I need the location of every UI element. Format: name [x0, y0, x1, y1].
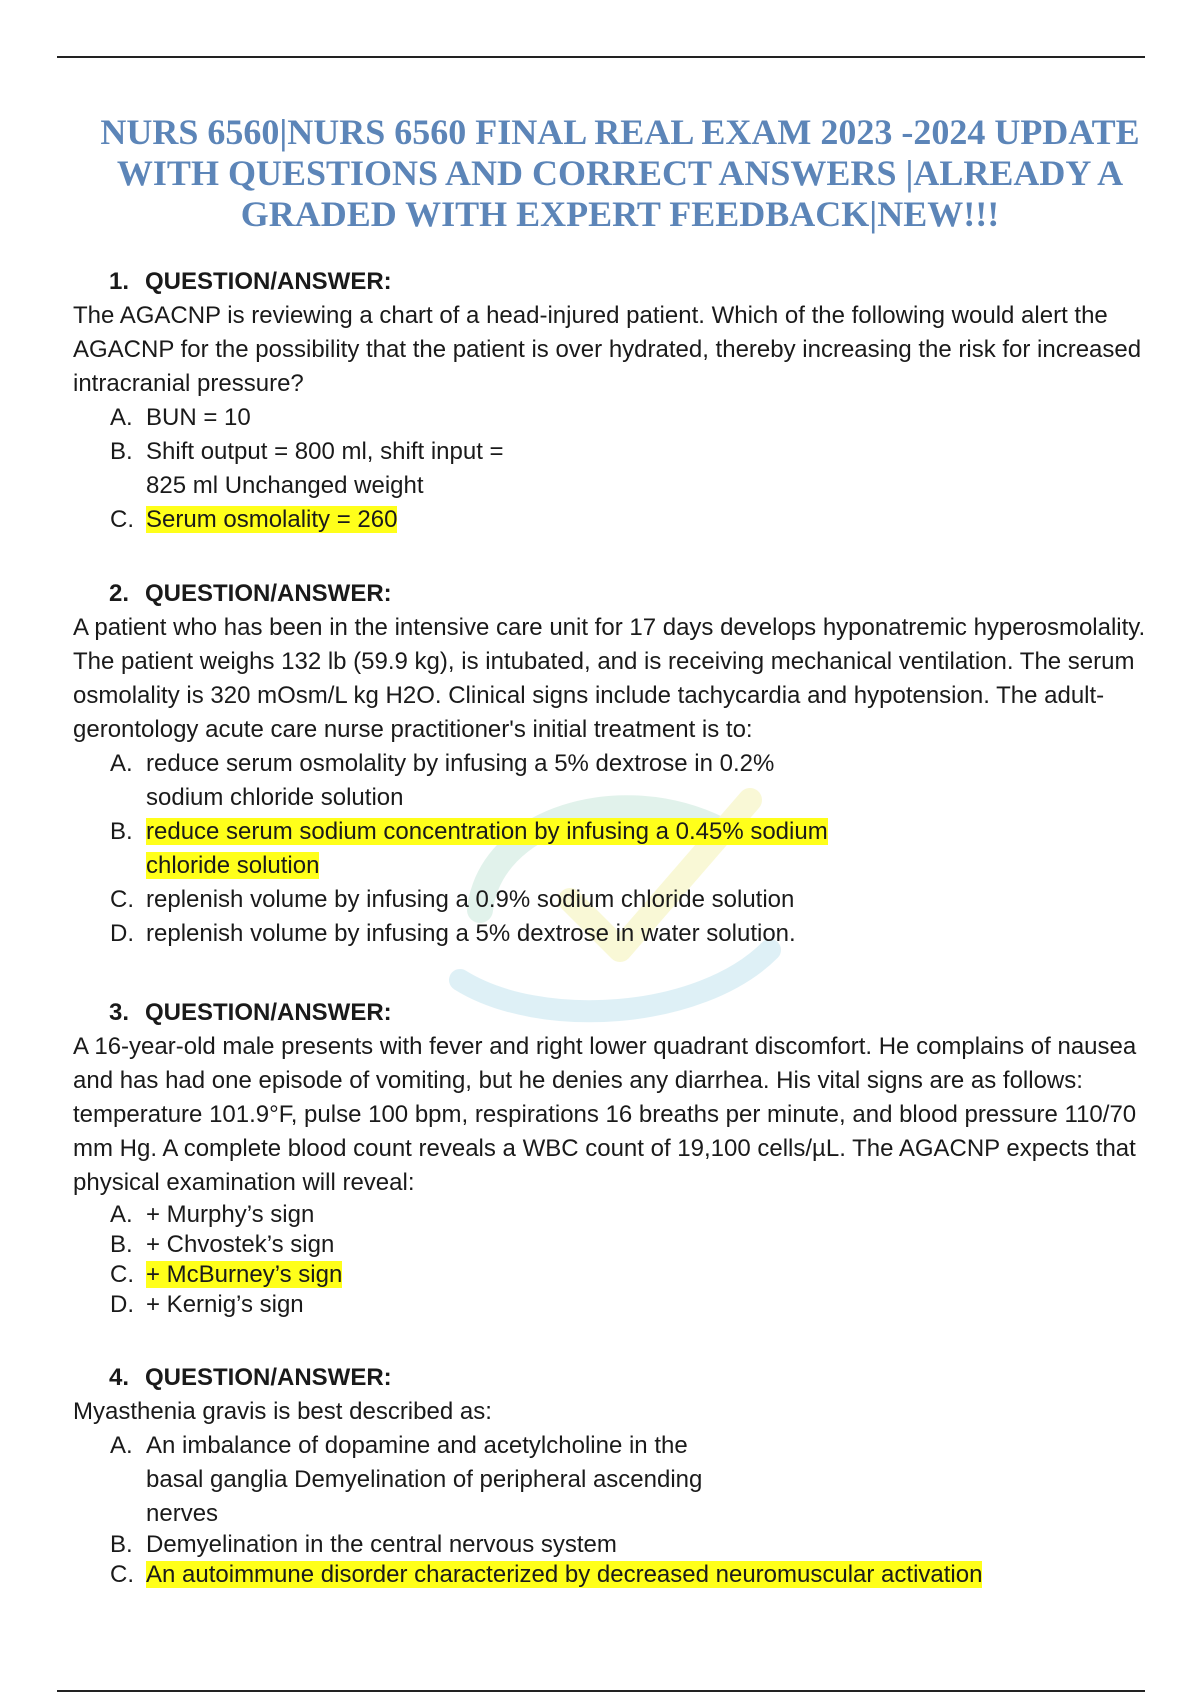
option-letter: A.: [110, 404, 133, 431]
option-d: [110, 917, 1153, 951]
top-rule: [57, 56, 1145, 58]
question-heading: [109, 1361, 1153, 1395]
question-text: The AGACNP is reviewing a chart of a head-injured patient. Which of the following would alert the AGACNP for the possibility that the patient is over hydrated, thereby increasing the risk for increased intracranial pressure?: [73, 302, 1142, 397]
highlighted-answer-line-2: chloride solution: [146, 852, 320, 879]
question-label: QUESTION/ANSWER:: [145, 999, 392, 1026]
option-letter: B.: [110, 818, 133, 845]
option-text: + Murphy’s sign: [146, 1201, 315, 1228]
option-a: [110, 747, 1153, 815]
option-letter: B.: [110, 1531, 133, 1558]
question-label: QUESTION/ANSWER:: [145, 268, 392, 295]
bottom-rule: [57, 1690, 1145, 1692]
option-letter: B.: [110, 1231, 133, 1258]
question-number: 1.: [109, 268, 130, 295]
question-label: QUESTION/ANSWER:: [145, 580, 392, 607]
option-letter: C.: [110, 506, 134, 533]
option-a: [110, 401, 1153, 435]
question-2: [73, 577, 1153, 951]
option-text: BUN = 10: [146, 404, 251, 431]
option-b: [110, 435, 1153, 503]
option-letter: C.: [110, 1561, 134, 1588]
highlighted-answer: reduce serum sodium concentration by infusing a 0.45% sodium: [146, 818, 828, 845]
option-text: + Chvostek’s sign: [146, 1231, 335, 1258]
question-3: [73, 996, 1153, 1320]
highlighted-answer: Serum osmolality = 260: [146, 506, 398, 533]
option-letter: C.: [110, 886, 134, 913]
option-b: [110, 1230, 1153, 1260]
question-number: 4.: [109, 1364, 130, 1391]
option-letter: D.: [110, 1291, 134, 1318]
option-text-line-2: basal ganglia Demyelination of peripheral ascending: [146, 1466, 703, 1493]
option-text-line-2: sodium chloride solution: [146, 784, 404, 811]
question-heading: [109, 265, 1153, 299]
question-number: 2.: [109, 580, 130, 607]
option-letter: B.: [110, 438, 133, 465]
option-letter: D.: [110, 920, 134, 947]
option-text-line-3: nerves: [146, 1500, 219, 1527]
option-letter: A.: [110, 1201, 133, 1228]
question-label: QUESTION/ANSWER:: [145, 1364, 392, 1391]
option-text-line-2: 825 ml Unchanged weight: [146, 472, 424, 499]
option-letter: C.: [110, 1261, 134, 1288]
option-text: Shift output = 800 ml, shift input =: [146, 438, 504, 465]
option-text: An imbalance of dopamine and acetylcholine in the: [146, 1432, 688, 1459]
question-text: Myasthenia gravis is best described as:: [73, 1398, 492, 1425]
option-text: Demyelination in the central nervous system: [146, 1531, 617, 1558]
option-b: [110, 1531, 1153, 1559]
option-letter: A.: [110, 750, 133, 777]
option-c-correct: [110, 503, 1153, 537]
question-text: A patient who has been in the intensive care unit for 17 days develops hyponatremic hyperosmolality. The patient weighs 132 lb (59.9 kg), is intubated, and is receiving mechanical ventilation. The serum osmolality is 320 mOsm/L kg H2O. Clinical signs include tachycardia and hypotension. The adult-gerontology acute care nurse practitioner's initial treatment is to:: [73, 614, 1146, 743]
option-text: + Kernig’s sign: [146, 1291, 304, 1318]
highlighted-answer: An autoimmune disorder characterized by decreased neuromuscular activation: [146, 1561, 983, 1588]
option-a: [110, 1200, 1153, 1230]
document-title: NURS 6560|NURS 6560 FINAL REAL EXAM 2023 -2024 UPDATE WITH QUESTIONS AND CORRECT ANSWERS |ALREADY A GRADED WITH EXPERT FEEDBACK|NEW!!!: [100, 112, 1140, 234]
option-text: replenish volume by infusing a 5% dextrose in water solution.: [146, 920, 796, 947]
question-text: A 16-year-old male presents with fever and right lower quadrant discomfort. He complains of nausea and has had one episode of vomiting, but he denies any diarrhea. His vital signs are as follows: temperature 101.9°F, pulse 100 bpm, respirations 16 breaths per minute, and blood pressure 110/70 mm Hg. A complete blood count reveals a WBC count of 19,100 cells/µL. The AGACNP expects that physical examination will reveal:: [73, 1033, 1137, 1196]
option-b-correct: [110, 815, 1153, 883]
option-text: reduce serum osmolality by infusing a 5% dextrose in 0.2%: [146, 750, 775, 777]
highlighted-answer: + McBurney’s sign: [146, 1261, 343, 1288]
option-d: [110, 1290, 1153, 1320]
option-c-correct: [110, 1260, 1153, 1290]
question-heading: [109, 577, 1153, 611]
option-a: [110, 1429, 1153, 1531]
question-number: 3.: [109, 999, 130, 1026]
option-c: [110, 883, 1153, 917]
question-1: [73, 265, 1153, 537]
question-heading: [109, 996, 1153, 1030]
option-text: replenish volume by infusing a 0.9% sodium chloride solution: [146, 886, 795, 913]
question-4: [73, 1361, 1153, 1591]
option-c-correct: [110, 1559, 1153, 1591]
option-letter: A.: [110, 1432, 133, 1459]
